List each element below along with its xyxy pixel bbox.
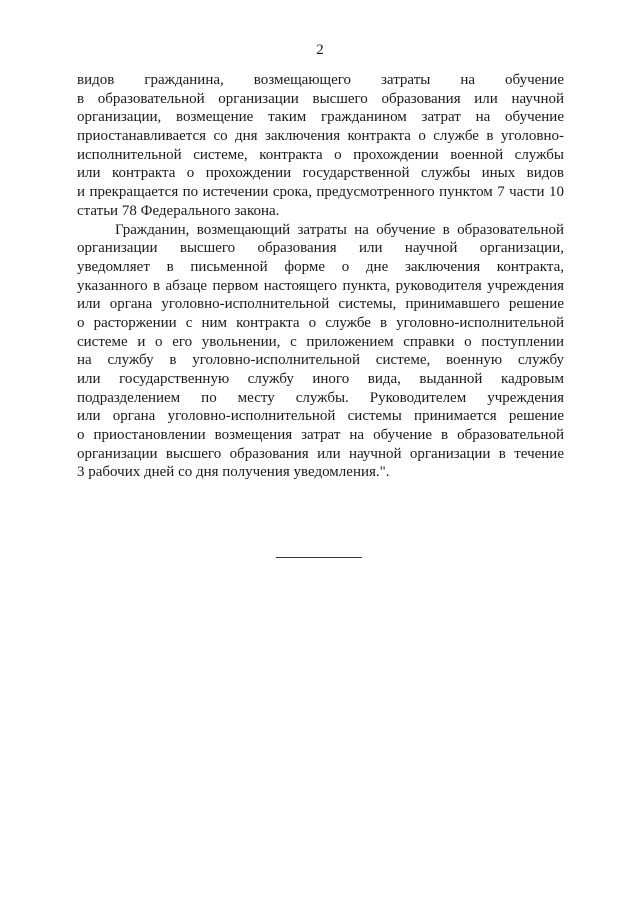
- text-line: видов гражданина, возмещающего затраты на обучение: [77, 72, 564, 88]
- text-line: или органа уголовно-исполнительной системы принимается решение: [77, 408, 564, 425]
- text-line: или государственную службу иного вида, выданной кадровым: [77, 371, 564, 387]
- text-line: организации высшего образования или научной организации в течение: [77, 445, 564, 462]
- text-line: приостанавливается со дня заключения контракта о службе в уголовно-: [77, 128, 564, 145]
- document-body: [77, 71, 564, 482]
- text-line: исполнительной системе, контракта о прохождении военной службы: [77, 146, 564, 163]
- text-line: в образовательной организации высшего образования или научной: [77, 90, 564, 107]
- text-line: на службу в уголовно-исполнительной системе, военную службу: [77, 352, 564, 369]
- text-line: о расторжении с ним контракта о службе в уголовно-исполнительной: [77, 314, 564, 331]
- text-line: указанного в абзаце первом настоящего пункта, руководителя учреждения: [77, 277, 564, 294]
- text-line: организации, возмещение таким гражданином затрат на обучение: [77, 109, 564, 126]
- paragraph-1: [77, 71, 564, 221]
- text-line: Гражданин, возмещающий затраты на обучение в образовательной: [115, 221, 564, 238]
- text-line: системе и о его увольнении, с приложением справки о поступлении: [77, 333, 564, 350]
- text-line: уведомляет в письменной форме о дне заключения контракта,: [77, 258, 564, 275]
- page-number: 2: [316, 42, 324, 58]
- text-line: 3 рабочих дней со дня получения уведомления.".: [77, 464, 390, 481]
- text-line: статьи 78 Федерального закона.: [77, 202, 280, 219]
- text-line: или органа уголовно-исполнительной системы, принимавшего решение: [77, 296, 564, 313]
- text-line: и прекращается по истечении срока, предусмотренного пунктом 7 части 10: [77, 184, 564, 201]
- text-line: организации высшего образования или научной организации,: [77, 240, 564, 257]
- paragraph-2: [77, 221, 564, 483]
- text-line: или контракта о прохождении государственной службы иных видов: [77, 165, 564, 182]
- text-line: о приостановлении возмещения затрат на обучение в образовательной: [77, 427, 564, 444]
- end-of-document-rule: [276, 557, 362, 558]
- text-line: подразделением по месту службы. Руководителем учреждения: [77, 389, 564, 406]
